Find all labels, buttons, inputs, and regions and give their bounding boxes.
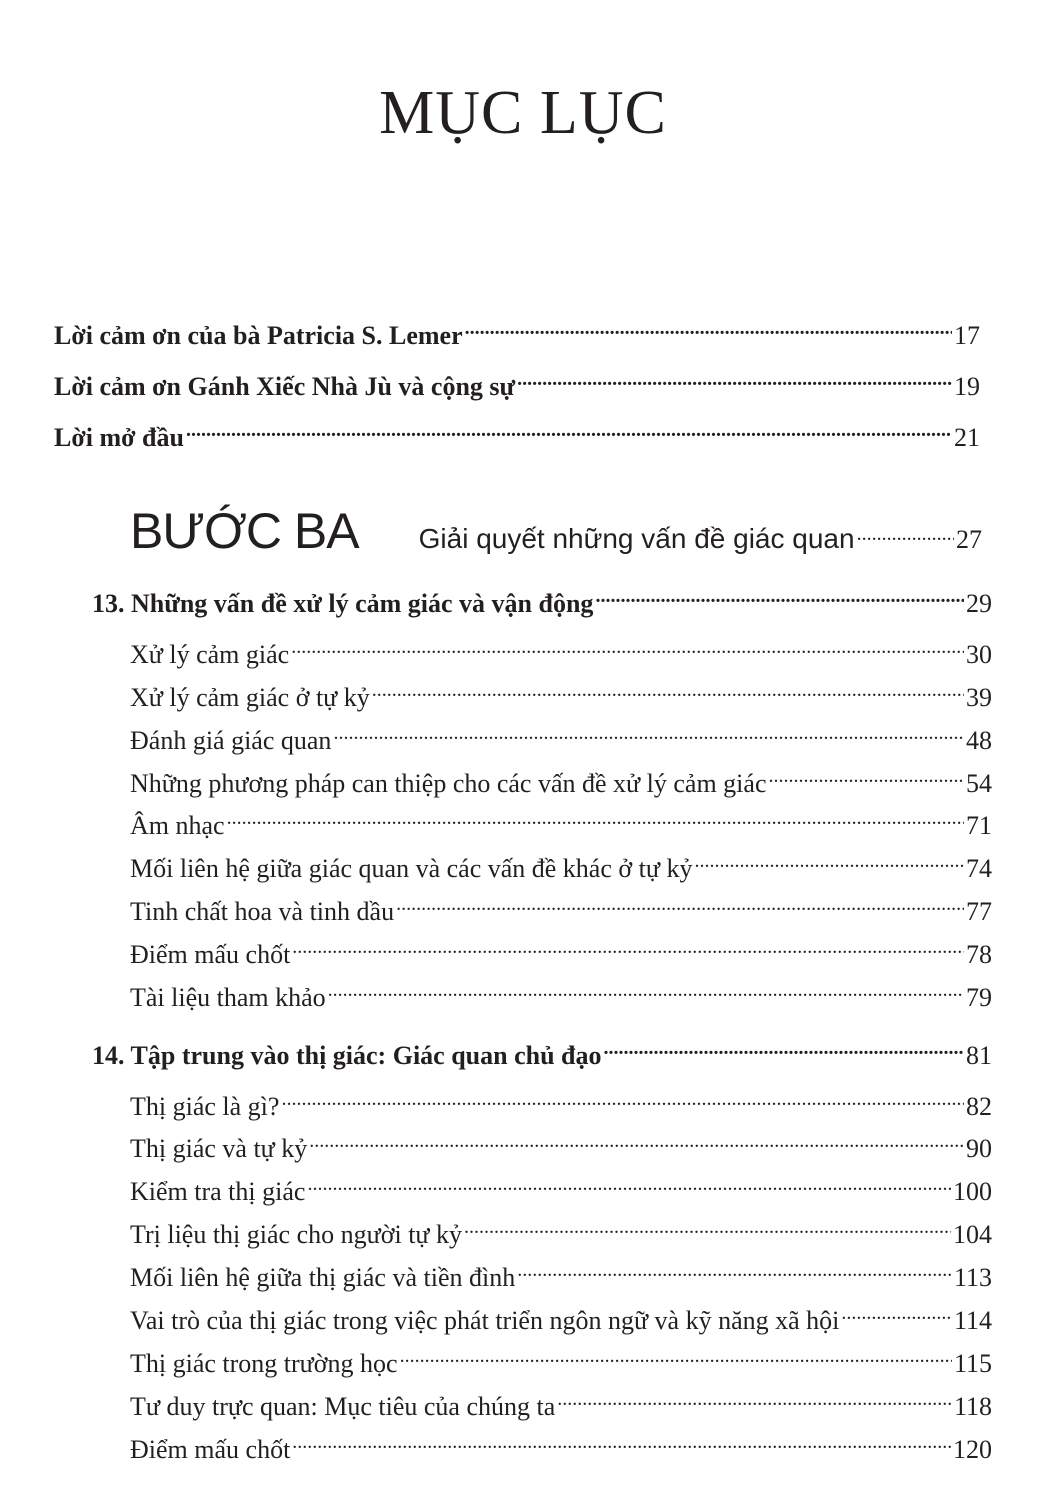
toc-entry-page: 77 [966,897,992,926]
toc-entry-label: Âm nhạc [130,811,225,840]
leader-dots [400,1342,952,1372]
leader-dots [292,1428,951,1458]
toc-entry-page: 30 [966,640,992,669]
toc-entry-page: 48 [966,726,992,755]
toc-entry-page: 19 [954,372,980,401]
chapter-label: 13. Những vấn đề xử lý cảm giác và vận động [92,589,594,618]
toc-entry-label: Điểm mấu chốt [130,1435,291,1464]
leader-dots [768,762,964,792]
leader-dots [604,1034,964,1064]
leader-dots [291,633,964,663]
toc-entry[interactable] [130,1299,992,1336]
part-name: BƯỚC BA [130,503,359,559]
toc-entry[interactable] [130,1428,992,1465]
chapter-page: 29 [966,589,992,618]
toc-entry-page: 82 [966,1092,992,1121]
toc-entry[interactable] [130,1170,992,1207]
chapter-heading[interactable] [92,1034,992,1071]
toc-entry-label: Vai trò của thị giác trong việc phát triển ngôn ngữ và kỹ năng xã hội [130,1306,840,1335]
toc-entry[interactable] [130,1127,992,1164]
toc-entry-label: Xử lý cảm giác [130,640,290,669]
toc-entry-page: 120 [953,1435,992,1464]
leader-dots [465,314,952,344]
part-heading[interactable] [130,502,982,560]
toc-entry-label: Thị giác trong trường học [130,1349,398,1378]
chapter-page: 81 [966,1041,992,1070]
toc-entry-label: Tài liệu tham khảo [130,983,326,1012]
leader-dots [396,890,964,920]
leader-dots [694,847,964,877]
toc-entry[interactable] [54,416,980,453]
toc-entry-page: 104 [953,1220,992,1249]
toc-entry[interactable] [130,976,992,1013]
toc-entry-label: Thị giác và tự kỷ [130,1134,308,1163]
page-title: MỤC LỤC [379,79,667,147]
toc-entry-page: 118 [953,1392,992,1421]
toc-entry[interactable] [130,633,992,670]
toc-entry-page: 113 [953,1263,992,1292]
toc-entry-page: 71 [966,811,992,840]
toc-entry[interactable] [130,847,992,884]
toc-entry-page: 79 [966,983,992,1012]
toc-entry[interactable] [130,933,992,970]
toc-entry-page: 114 [953,1306,992,1335]
toc-entry-label: Đánh giá giác quan [130,726,332,755]
toc-entry[interactable] [130,1085,992,1122]
toc-entry-page: 17 [954,321,980,350]
toc-entry-page: 39 [966,683,992,712]
leader-dots [372,676,964,706]
toc-entry-label: Kiểm tra thị giác [130,1177,306,1206]
leader-dots [292,933,964,963]
leader-dots [227,804,964,834]
toc-entry[interactable] [130,1385,992,1422]
leader-dots [595,582,964,612]
chapter-heading[interactable] [92,582,992,619]
leader-dots [186,416,952,446]
toc-entry[interactable] [130,1342,992,1379]
leader-dots [309,1127,964,1157]
toc-entry[interactable] [130,890,992,927]
toc-entry[interactable] [130,676,992,713]
toc-entry-label: Điểm mấu chốt [130,940,291,969]
leader-dots [464,1213,951,1243]
toc-entry-label: Lời cảm ơn Gánh Xiếc Nhà Jù và cộng sự [54,372,516,401]
toc-entry-label: Tinh chất hoa và tinh dầu [130,897,395,926]
toc-entry-label: Mối liên hệ giữa thị giác và tiền đình [130,1263,516,1292]
leader-dots [857,518,954,548]
leader-dots [328,976,964,1006]
toc-entry[interactable] [130,1256,992,1293]
toc-entry-page: 74 [966,854,992,883]
toc-entry-page: 100 [953,1177,992,1206]
toc-entry-label: Lời cảm ơn của bà Patricia S. Lemer [54,321,463,350]
toc-entry-label: Những phương pháp can thiệp cho các vấn đề xử lý cảm giác [130,769,767,798]
toc-entry-page: 54 [966,769,992,798]
toc-entry-label: Mối liên hệ giữa giác quan và các vấn đề khác ở tự kỷ [130,854,693,883]
leader-dots [517,1256,952,1286]
part-page: 27 [956,525,982,554]
toc-entry-page: 78 [966,940,992,969]
toc-entry[interactable] [130,719,992,756]
leader-dots [557,1385,952,1415]
toc-entry-label: Lời mở đầu [54,423,184,452]
leader-dots [333,719,964,749]
toc-entry-label: Trị liệu thị giác cho người tự kỷ [130,1220,463,1249]
toc-entry-label: Tư duy trực quan: Mục tiêu của chúng ta [130,1392,556,1421]
toc-entry[interactable] [130,762,992,799]
toc-entry-page: 115 [953,1349,992,1378]
toc-entry-label: Xử lý cảm giác ở tự kỷ [130,683,370,712]
leader-dots [517,365,952,395]
toc-entry-page: 90 [966,1134,992,1163]
leader-dots [307,1170,951,1200]
leader-dots [281,1085,964,1115]
toc-entry-page: 21 [954,423,980,452]
toc-entry[interactable] [130,804,992,841]
toc-entry[interactable] [54,314,980,351]
leader-dots [841,1299,952,1329]
toc-entry[interactable] [130,1213,992,1250]
toc-entry[interactable] [54,365,980,402]
part-subtitle: Giải quyết những vấn đề giác quan [418,523,855,554]
chapter-label: 14. Tập trung vào thị giác: Giác quan chủ đạo [92,1041,602,1070]
toc-entry-label: Thị giác là gì? [130,1092,280,1121]
